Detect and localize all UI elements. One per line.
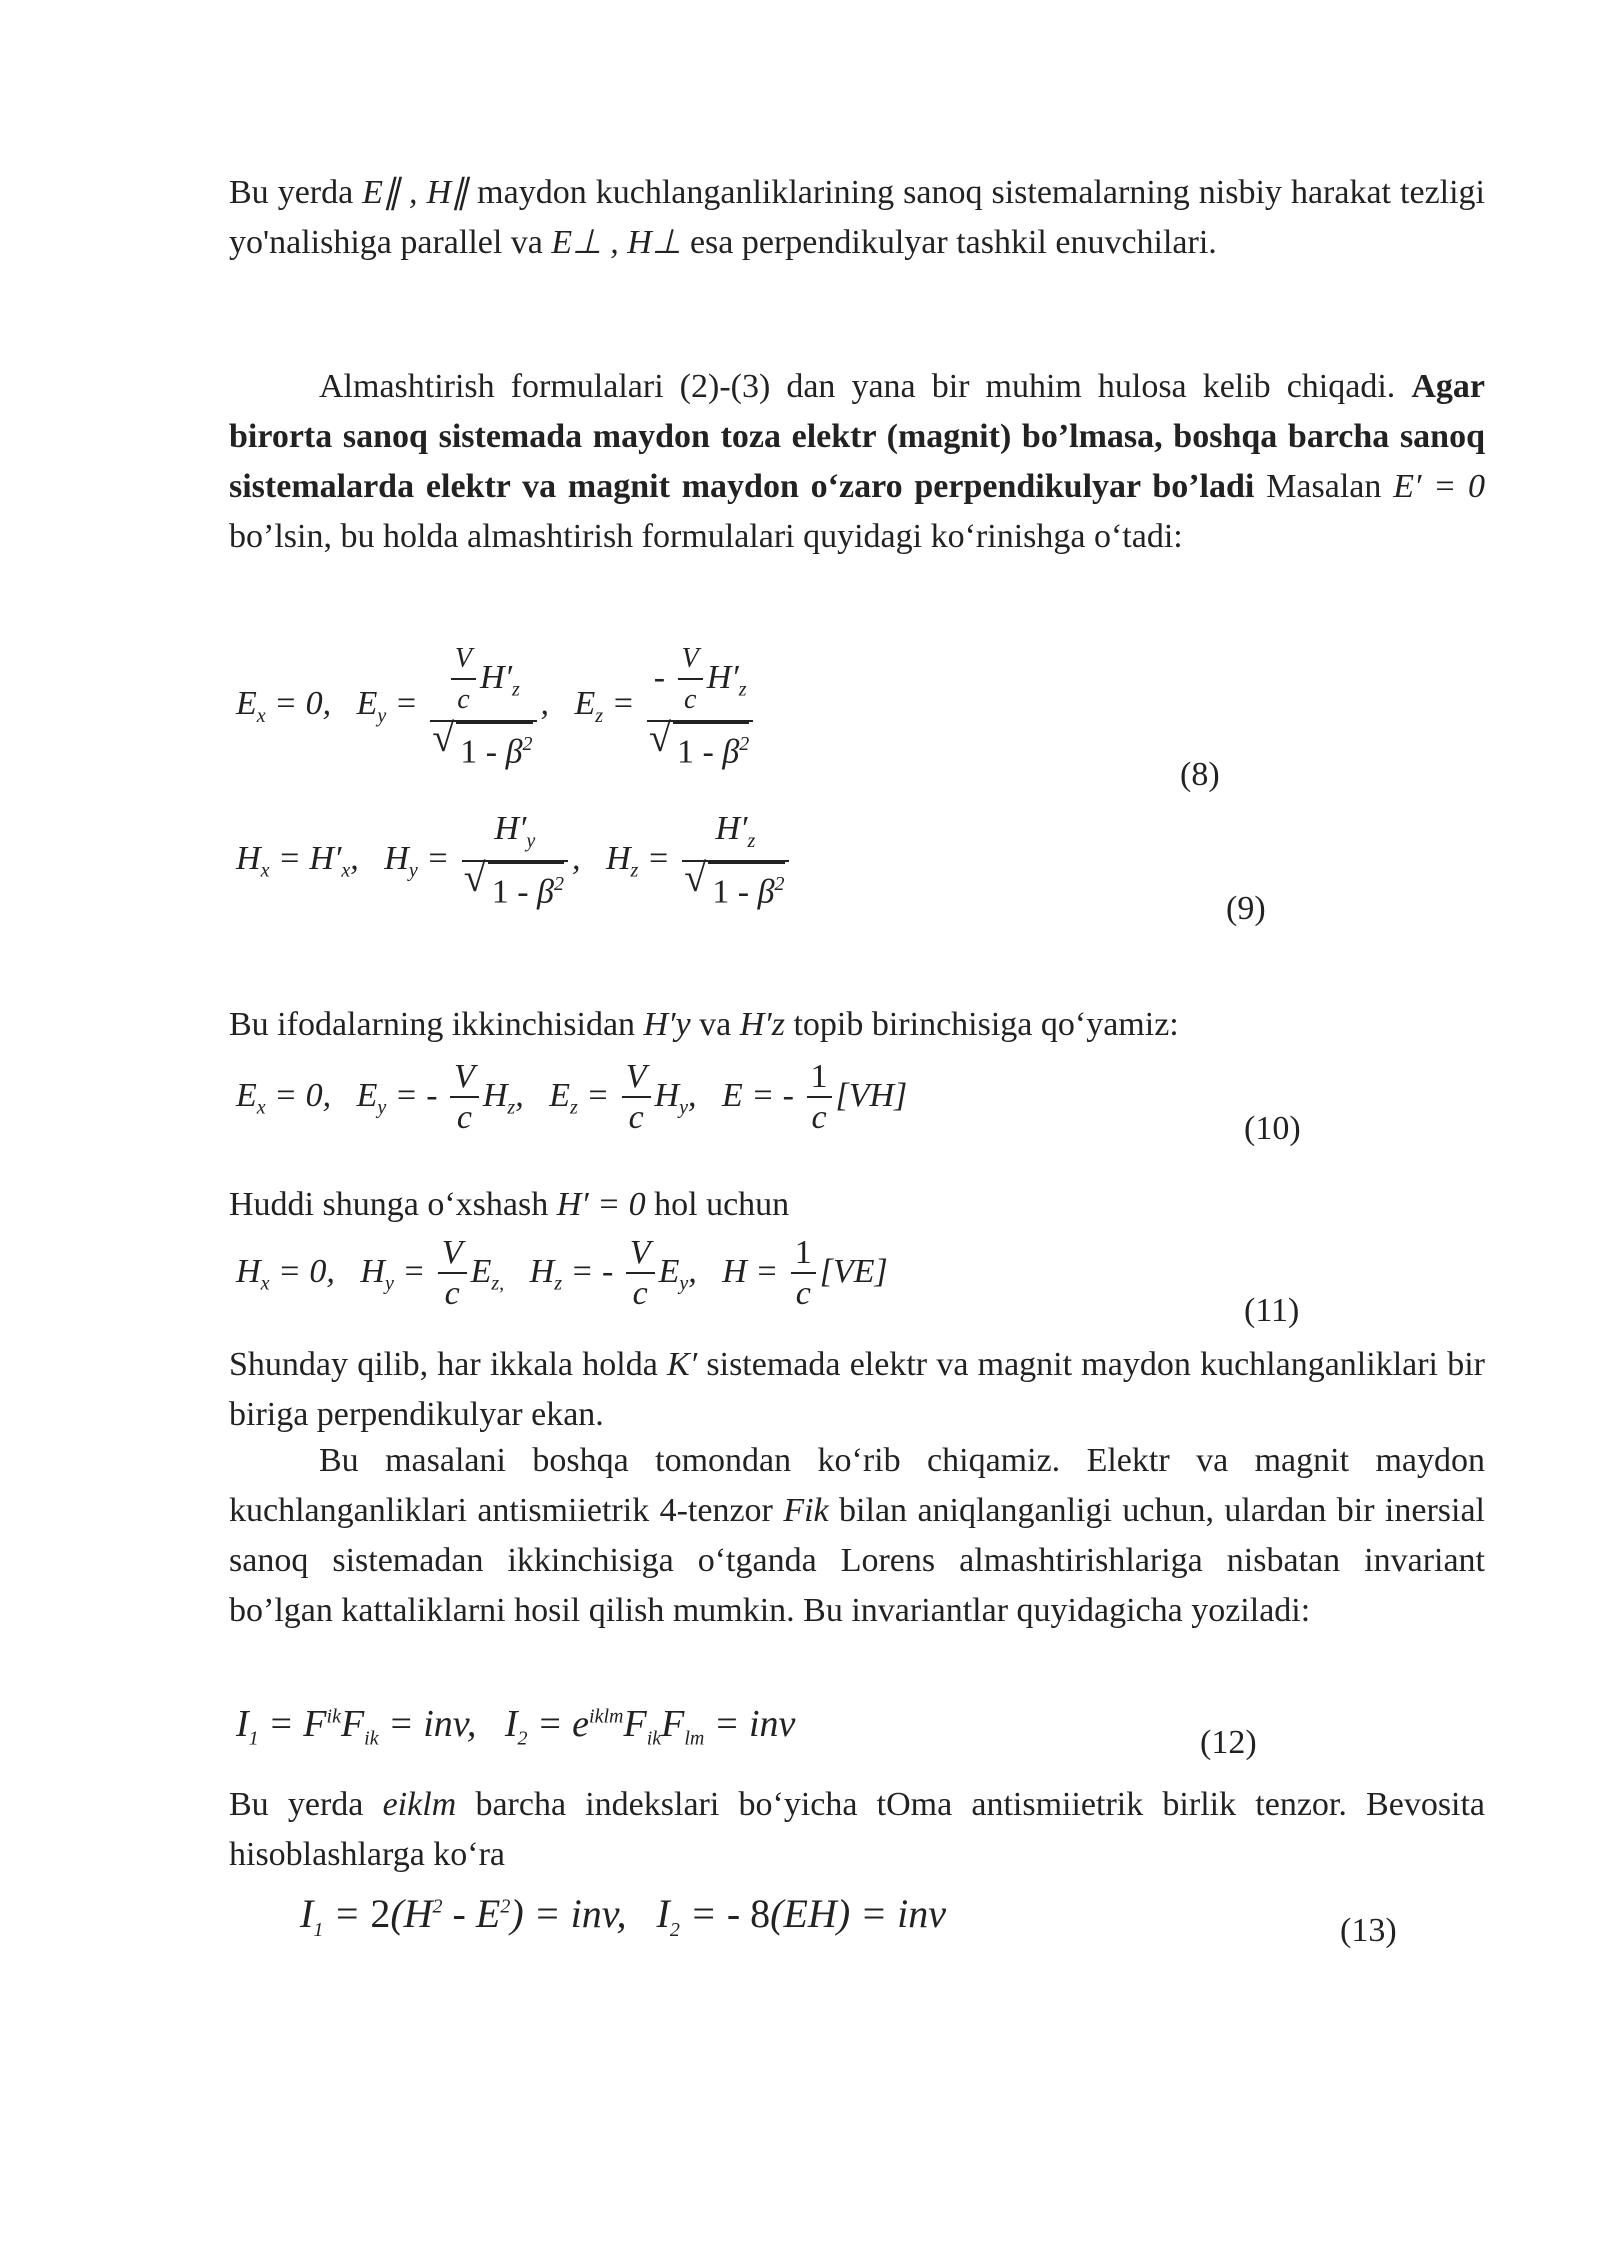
paragraph-3 [229, 1000, 1485, 1050]
paragraph-7 [229, 1780, 1485, 1880]
p6-symbol: Fik [783, 1492, 829, 1529]
equation-13-number: (13) [1340, 1912, 1397, 1949]
p5-text-a: Shunday qilib, har ikkala holda [229, 1346, 658, 1383]
p1-symbol-parallel: E∥ , H∥ [362, 174, 469, 211]
equation-11-number: (11) [1244, 1292, 1300, 1329]
p2-text-a: Almashtirish formulalari (2)-(3) dan yana bir muhim hulosa kelib chiqadi. [319, 368, 1396, 405]
p5-symbol: K′ [667, 1346, 698, 1383]
equation-11: $H_x = 0$, $H_y$ = $\frac{V}{c}$ $E_{z,}$ $H_z$ = - $\frac{V}{c}$ $E_y$, H = $\frac{1}{c}$ [VE] [236, 1234, 888, 1312]
p7-text-a: Bu yerda [229, 1786, 364, 1823]
p2-text-b: Masalan [1266, 468, 1382, 505]
p5-text-b: sistemada elektr va magnit maydon kuchlanganliklari bir biriga perpendikulyar ekan. [229, 1346, 1485, 1433]
paragraph-6 [229, 1436, 1485, 1636]
paragraph-4 [229, 1180, 1485, 1230]
equation-8: $E_x = 0$, $E_y$ = $\frac{V}{c}$ $H'_z$ √ $1 - \beta^2$ , $E_z$ = - $\frac{V}{c}$ $H'_z$ √ $1 - \beta^2$ [236, 640, 757, 772]
p6-text-a: Bu masalani boshqa tomondan ko‘rib chiqamiz. Elektr va magnit maydon kuchlanganliklari antismiietrik 4-tenzor [229, 1442, 1485, 1529]
p4-text-a: Huddi shunga o‘xshash [229, 1186, 549, 1223]
p7-symbol: eiklm [382, 1786, 457, 1823]
p6-text-b: bilan aniqlanganligi uchun, ulardan bir inersial sanoq sistemadan ikkinchisiga o‘tganda Lorens almashtirishlariga nisbatan invariant bo’lgan kattaliklarni hosil qilish mumkin. Bu invariantlar quyidagicha yoziladi: [229, 1492, 1486, 1629]
p3-text-va: va [699, 1006, 732, 1043]
p4-symbol: H′ = 0 [556, 1186, 646, 1223]
equation-9: $H_x = H'_x$, $H_y$ = $H'_y$ √ $1 - \beta^2$ , $H_z$ = $H'_z$ √ $1 - \beta^2$ [236, 810, 793, 912]
equation-13: $I_1 = 2(H^2 - E^2)$ = inv, $I_2$ = - 8(EH) = inv [300, 1891, 946, 1941]
paragraph-1 [229, 168, 1485, 268]
p1-text-c: esa perpendikulyar tashkil enuvchilari. [689, 224, 1217, 261]
p4-text-b: hol uchun [654, 1186, 790, 1223]
p2-symbol: E′ = 0 [1393, 468, 1486, 505]
p1-symbol-perp: E⊥ , H⊥ [551, 224, 682, 261]
p7-text-b: barcha indekslari bo‘yicha tOma antismiietrik birlik tenzor. Bevosita hisoblashlarga ko‘ra [229, 1786, 1486, 1873]
equation-12: $I_1 = F^{ik}F_{ik}$ = inv, $I_2 = e^{iklm}F_{ik}F_{lm}$ = inv [236, 1703, 796, 1750]
equation-10: $E_x = 0$, $E_y$ = - $\frac{V}{c}$ $H_z$, $E_z$ = $\frac{V}{c}$ $H_y$, E = - $\frac{1}{c}$ [VH] [236, 1058, 908, 1136]
p3-text-b: topib birinchisiga qo‘yamiz: [793, 1006, 1179, 1043]
p3-text-a: Bu ifodalarning ikkinchisidan [229, 1006, 636, 1043]
p1-text-a: Bu yerda [229, 174, 354, 211]
p3-symbol-hz: H′z [739, 1006, 785, 1043]
equation-9-number: (9) [1226, 890, 1266, 927]
paragraph-2 [229, 362, 1485, 562]
p1-text-b: maydon kuchlanganliklarining sanoq sistemalarning nisbiy harakat tezligi yo'nalishiga parallel va [229, 174, 1485, 261]
p2-bold-statement: Agar birorta sanoq sistemada maydon toza elektr (magnit) bo’lmasa, boshqa barcha sanoq sistemalarda elektr va magnit maydon o‘zaro perpendikulyar bo’ladi [229, 368, 1485, 505]
p3-symbol-hy: H′y [643, 1006, 691, 1043]
equation-8-number: (8) [1180, 756, 1220, 793]
equation-10-number: (10) [1244, 1110, 1301, 1147]
equation-12-number: (12) [1200, 1724, 1257, 1761]
paragraph-5 [229, 1340, 1485, 1440]
p2-text-c: bo’lsin, bu holda almashtirish formulalari quyidagi ko‘rinishga o‘tadi: [229, 518, 1183, 555]
